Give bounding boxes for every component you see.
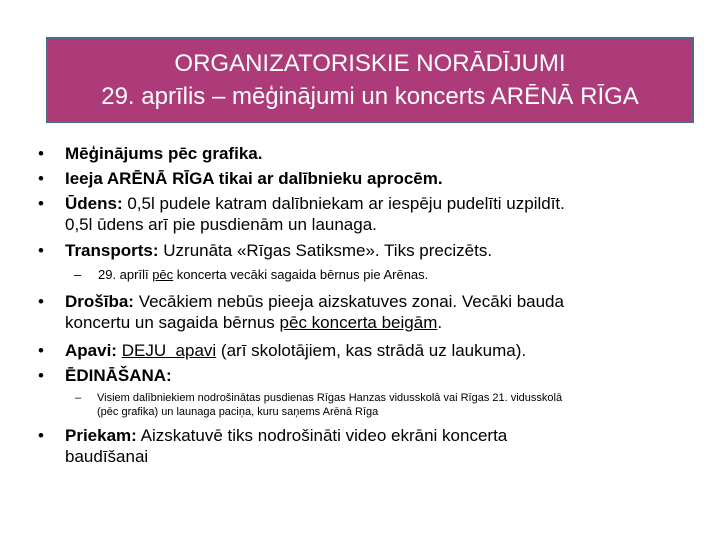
transport-sub-1: 29. aprīlī: [98, 267, 153, 282]
water-text: 0,5l pudele katram dalībniekam ar iespēju pudelīti uzpildīt.: [122, 194, 565, 213]
front-label: Priekam:: [65, 426, 137, 445]
bullet: •: [38, 426, 44, 445]
rehearsal-text: Mēģinājums pēc grafika.: [65, 144, 263, 163]
food-sub-2: (pēc grafika) un launaga paciņa, kuru saņems Arēnā Rīga: [97, 406, 379, 418]
bullet: •: [38, 169, 44, 188]
shoes-label: Apavi:: [65, 341, 117, 360]
list-item-safety: [38, 291, 564, 333]
food-sub-1: Visiem dalībniekiem nodrošinātas pusdienas Rīgas Hanzas vidusskolā vai Rīgas 21. vidusskolā: [97, 392, 563, 404]
safety-label: Drošība:: [65, 292, 134, 311]
title-banner: [46, 37, 694, 123]
sub-item-food: [75, 391, 563, 419]
shoes-underlined: DEJU apavi: [121, 341, 217, 360]
list-item-transport: [38, 240, 493, 261]
list-item-shoes: [38, 340, 527, 361]
bullet: •: [38, 292, 44, 311]
list-item-rehearsal: [38, 143, 263, 164]
transport-sub-3: koncerta vecāki sagaida bērnus pie Arēnas.: [173, 267, 429, 282]
transport-label: Transports:: [65, 241, 159, 260]
list-item-food: [38, 365, 172, 386]
food-label: ĒDINĀŠANA:: [65, 366, 172, 385]
bullet: •: [38, 241, 44, 260]
safety-text: Vecākiem nebūs pieeja aizskatuves zonai. Vecāki bauda: [133, 292, 564, 311]
bullet: •: [38, 366, 44, 385]
front-text-2: baudīšanai: [65, 447, 149, 466]
dash: –: [74, 267, 82, 282]
safety-text-4: .: [437, 313, 443, 332]
transport-sub-underlined: pēc: [152, 267, 174, 282]
dash: –: [75, 392, 82, 404]
shoes-text: (arī skolotājiem, kas strādā uz laukuma).: [216, 341, 527, 360]
list-item-entry: [38, 168, 443, 189]
list-item-water: [38, 193, 565, 235]
entry-text: Ieeja ARĒNĀ RĪGA tikai ar dalībnieku aprocēm.: [65, 169, 443, 188]
safety-text-2: koncertu un sagaida bērnus: [65, 313, 280, 332]
water-label: Ūdens:: [65, 194, 123, 213]
bullet: •: [38, 194, 44, 213]
safety-text-underlined: pēc koncerta beigām: [279, 313, 438, 332]
title-line-1: ORGANIZATORISKIE NORĀDĪJUMI: [174, 50, 566, 77]
title-line-2: 29. aprīlis – mēģinājumi un koncerts ARĒNĀ RĪGA: [101, 83, 639, 110]
bullet: •: [38, 144, 44, 163]
bullet: •: [38, 341, 44, 360]
front-text: Aizskatuvē tiks nodrošināti video ekrāni koncerta: [136, 426, 508, 445]
list-item-front: [38, 425, 508, 467]
sub-item-transport: [74, 267, 429, 283]
transport-text: Uzrunāta «Rīgas Satiksme». Tiks precizēts.: [158, 241, 493, 260]
water-text-2: 0,5l ūdens arī pie pusdienām un launaga.: [65, 215, 377, 234]
